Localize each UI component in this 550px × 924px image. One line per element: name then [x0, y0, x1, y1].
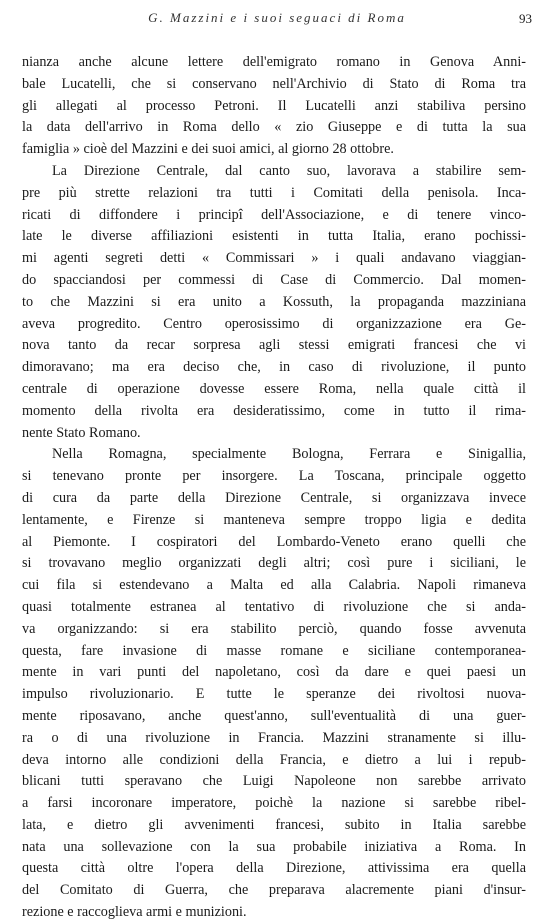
text-line: nente Stato Romano. — [22, 424, 141, 441]
text-line: mente in vari punti del napoletano, così da dare e quei paesi un — [22, 664, 526, 681]
text-line: mi agenti segreti detti « Commissari » i quali andavano viaggian- — [22, 250, 526, 267]
text-line: aveva progredito. Centro operosissimo di organizzazione era Ge- — [22, 315, 526, 332]
text-line: si trovavano meglio organizzati degli altri; così pure i siciliani, le — [22, 555, 526, 572]
text-line: nova tanto da recar sorpresa agli stessi emigrati francesi che vi — [22, 337, 526, 354]
paragraph-3 — [22, 444, 526, 924]
text-line: pre più strette relazioni tra tutti i Comitati della penisola. Inca- — [22, 184, 526, 201]
text-line: ricati di diffondere i principî dell'Associazione, e di tenere vinco- — [22, 206, 526, 223]
text-line: quasi totalmente estranea al tentativo di rivoluzione che si anda- — [22, 598, 526, 615]
paragraph-1 — [22, 52, 526, 161]
text-line: mente riposavano, anche quest'anno, sull'eventualità di una guer- — [22, 707, 526, 724]
text-line: di cura da parte della Direzione Centrale, si organizzava invece — [22, 489, 526, 506]
text-line: del Comitato di Guerra, che preparava alacremente piani d'insur- — [22, 882, 526, 899]
text-line: nata una sollevazione con la sua probabile iniziativa a Roma. In — [22, 838, 526, 855]
text-line: a farsi incoronare imperatore, poichè la nazione si sarebbe ribel- — [22, 795, 526, 812]
text-line: momento della rivolta era desideratissimo, come in tutto il rima- — [22, 402, 526, 419]
running-head: G. Mazzini e i suoi seguaci di Roma — [148, 10, 406, 25]
text-line: Nella Romagna, specialmente Bologna, Ferrara e Sinigallia, — [52, 446, 526, 463]
text-line: blicani tutti speravano che Luigi Napoleone non sarebbe arrivato — [22, 773, 526, 790]
text-line: dimoravano; ma era deciso che, in caso di rivoluzione, il punto — [22, 359, 526, 376]
page-header — [22, 10, 532, 32]
text-line: cui fila si estendevano a Malta ed alla Calabria. Napoli rimaneva — [22, 577, 526, 594]
text-line: la data dell'arrivo in Roma dello « zio Giuseppe e di tutta la sua — [22, 119, 526, 136]
text-line: nianza anche alcune lettere dell'emigrato romano in Genova Anni- — [22, 54, 526, 70]
text-line: al Piemonte. I cospiratori del Lombardo-Veneto erano quelli che — [22, 533, 526, 550]
text-line: do spacciandosi per commessi di Case di Commercio. Dal momen- — [22, 271, 526, 288]
text-line: La Direzione Centrale, dal canto suo, lavorava a stabilire sem- — [52, 162, 526, 179]
text-line: impulso rivoluzionario. E tutte le speranze dei rivoltosi nuova- — [22, 686, 526, 703]
text-line: late le diverse affiliazioni esistenti in tutta Italia, erano pochissi- — [22, 228, 526, 245]
text-line: ra o di una rivoluzione in Francia. Mazzini stranamente si illu- — [22, 729, 526, 746]
text-line: questa, fare invasione di masse romane e siciliane contemporanea- — [22, 642, 526, 659]
text-line: centrale di operazione dovesse essere Roma, nella quale città il — [22, 380, 526, 397]
text-line: lentamente, e Firenze si manteneva sempre troppo ligia e dedita — [22, 511, 526, 528]
text-line: deva intorno alle condizioni della Francia, e dietro a lui i repub- — [22, 751, 526, 768]
paragraph-2 — [22, 161, 526, 444]
page-number: 93 — [519, 11, 532, 26]
text-line: to che Mazzini si era unito a Kossuth, la propaganda mazziniana — [22, 293, 526, 310]
text-line: gli allegati al processo Petroni. Il Lucatelli anzi stabiliva persino — [22, 97, 526, 114]
body-text — [22, 52, 526, 924]
text-line: lata, e dietro gli avvenimenti francesi, subito in Italia sarebbe — [22, 816, 526, 833]
text-line: va organizzando: si era stabilito perciò, quando fosse avvenuta — [22, 620, 526, 637]
text-line: questa città oltre l'opera della Direzione, attivissima era quella — [22, 860, 526, 877]
text-line: si tenevano pronte per insorgere. La Toscana, principale oggetto — [22, 468, 526, 485]
text-line: rezione e raccoglieva armi e munizioni. — [22, 904, 247, 921]
text-line: famiglia » cioè del Mazzini e dei suoi amici, al giorno 28 ottobre. — [22, 141, 394, 158]
text-line: bale Lucatelli, che si conservano nell'Archivio di Stato di Roma tra — [22, 75, 526, 92]
